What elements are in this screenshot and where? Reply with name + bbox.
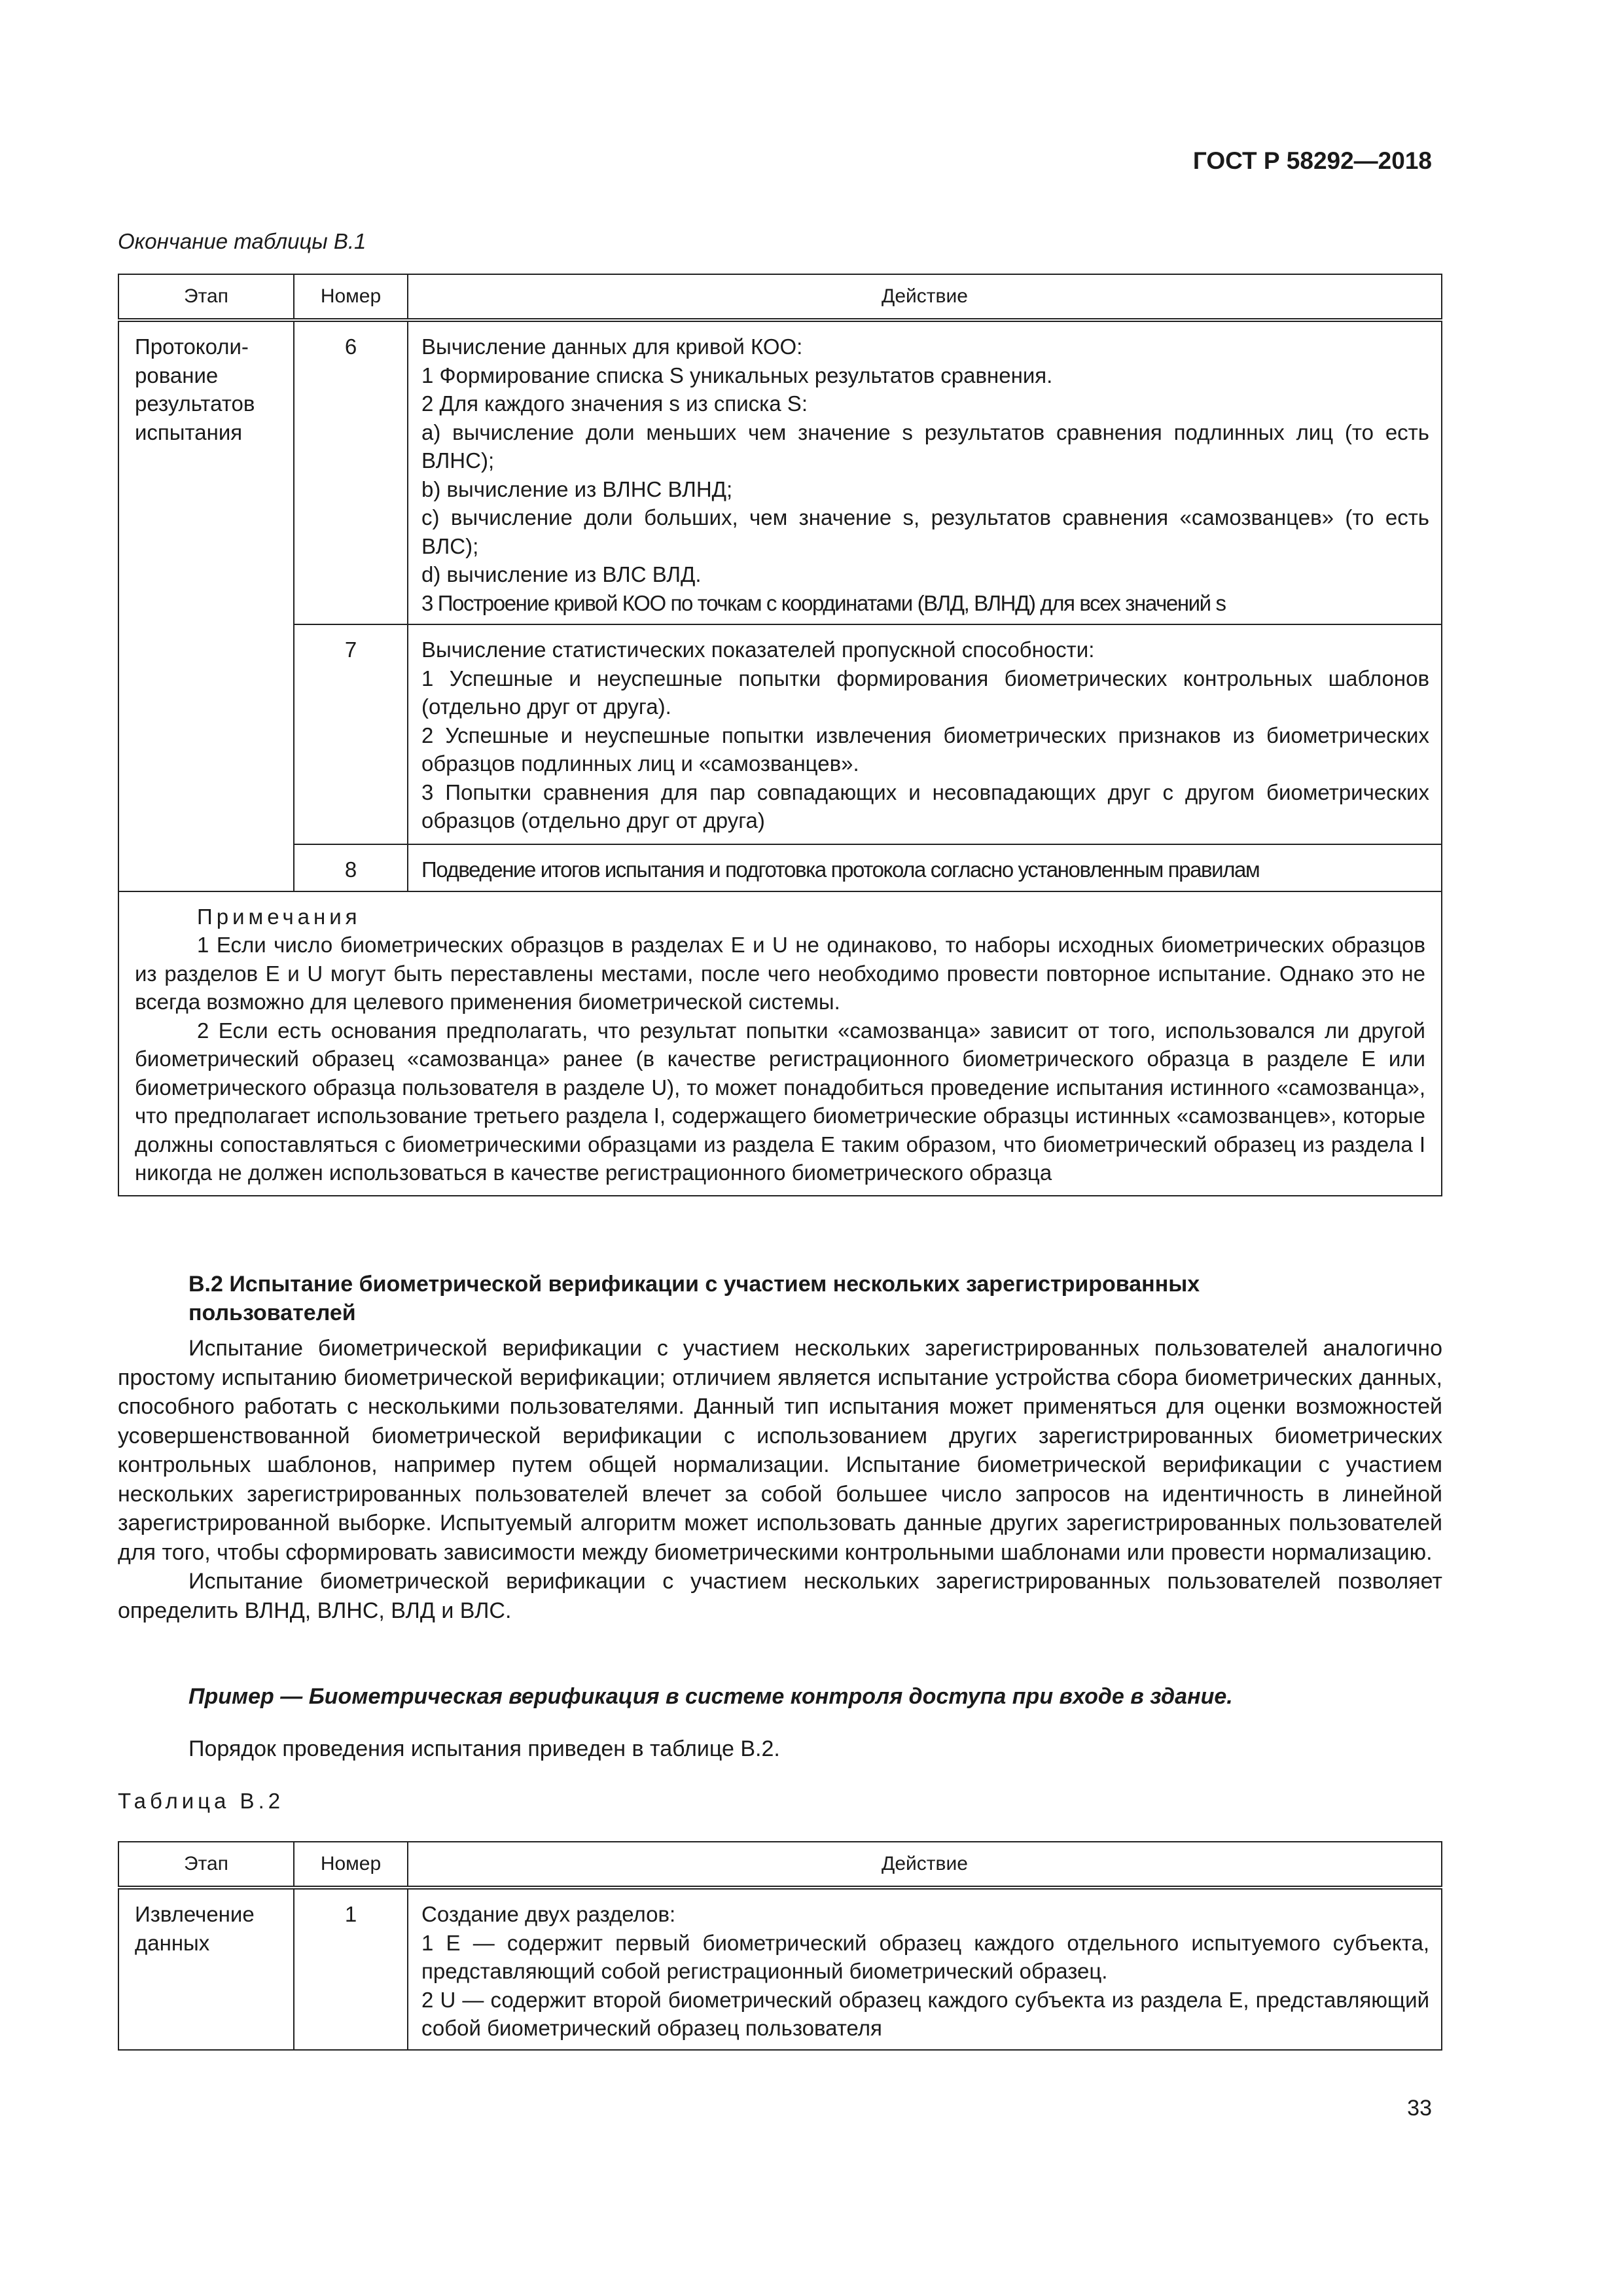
action-line: c) вычисление доли больших, чем значение s, результатов сравнения «самозванцев» (то есть ВЛС); (421, 505, 1429, 558)
action-line: Создание двух разделов: (421, 1902, 676, 1926)
example-text: Пример — Биометрическая верификация в системе контроля доступа при входе в здание. (188, 1684, 1233, 1709)
row-number-cell: 7 (294, 624, 408, 844)
action-cell (408, 1888, 1442, 2050)
column-header-action: Действие (408, 1842, 1442, 1888)
action-line: b) вычисление из ВЛНС ВЛНД; (421, 476, 733, 501)
column-header-number: Номер (294, 274, 408, 320)
column-header-number: Номер (294, 1842, 408, 1888)
action-cell (408, 624, 1442, 844)
stage-cell: Извлечение данных (118, 1888, 294, 2050)
document-code: ГОСТ Р 58292—2018 (1192, 147, 1432, 174)
action-line: 3 Построение кривой КОО по точкам с координатами (ВЛД, ВЛНД) для всех значений s (421, 590, 1226, 615)
table-row (118, 1888, 1442, 2050)
action-line: 2 U — содержит второй биометрический образец каждого субъекта из раздела E, представляющий собой биометрический образец пользователя (421, 1987, 1429, 2040)
page-number: 33 (1407, 2096, 1432, 2121)
notes-title: Примечания (197, 904, 361, 929)
table-header-row (118, 274, 1442, 320)
action-line: Вычисление статистических показателей пропускной способности: (421, 637, 1095, 662)
section-body (118, 1334, 1442, 1625)
order-text: Порядок проведения испытания приведен в таблице В.2. (188, 1736, 780, 1761)
action-line: 2 Для каждого значения s из списка S: (421, 391, 808, 416)
row-number-cell: 1 (294, 1888, 408, 2050)
table-2 (118, 1841, 1442, 2051)
row-number-cell: 6 (294, 320, 408, 624)
note-paragraph: 2 Если есть основания предполагать, что результат попытки «самозванца» зависит от того, использовался ли другой биометрический образец «самозванца» ранее (в качестве регистрационного биометрического образца в разделе E или биометрического образца пользователя в разделе U), то может понадобиться проведение испытания истинного «самозванца», что предполагает использование третьего раздела I, содержащего биометрические образцы истинных «самозванцев», которые должны сопоставляться с биометрическими образцами из раздела E таким образом, что биометрический образец из раздела I никогда не должен использоваться в качестве регистрационного биометрического образца (135, 1018, 1425, 1185)
action-line: Подведение итогов испытания и подготовка протокола согласно установленным правилам (421, 857, 1260, 882)
action-line: a) вычисление доли меньших чем значение s результатов сравнения подлинных лиц (то есть ВЛНС); (421, 420, 1429, 473)
table-row (118, 320, 1442, 624)
action-line: 3 Попытки сравнения для пар совпадающих и несовпадающих друг с другом биометрических образцов (отдельно друг от друга) (421, 780, 1429, 833)
table-row (118, 844, 1442, 891)
column-header-action: Действие (408, 274, 1442, 320)
table-header-row (118, 1842, 1442, 1888)
action-line: Вычисление данных для кривой КОО: (421, 334, 803, 359)
body-paragraph: Испытание биометрической верификации с участием нескольких зарегистрированных пользователей позволяет определить ВЛНД, ВЛНС, ВЛД и ВЛС. (118, 1569, 1442, 1623)
notes-cell (118, 891, 1442, 1196)
table-2-caption: Таблица В.2 (118, 1789, 285, 1813)
action-cell (408, 844, 1442, 891)
row-number-cell: 8 (294, 844, 408, 891)
column-header-stage: Этап (118, 1842, 294, 1888)
action-line: d) вычисление из ВЛС ВЛД. (421, 562, 702, 586)
section-title: В.2 Испытание биометрической верификации с участием нескольких зарегистрированных пользователей (188, 1272, 1200, 1325)
action-line: 1 Успешные и неуспешные попытки формирования биометрических контрольных шаблонов (отдельно друг от друга). (421, 666, 1429, 719)
table-1 (118, 274, 1442, 1196)
body-paragraph: Испытание биометрической верификации с участием нескольких зарегистрированных пользователей аналогично простому испытанию биометрической верификации; отличием является испытание устройства сбора биометрических данных, способного работать с несколькими пользователями. Данный тип испытания может применяться для оценки возможностей усовершенствованной биометрической верификации с использованием других зарегистрированных биометрических контрольных шаблонов, например путем общей нормализации. Испытание биометрической верификации с участием нескольких зарегистрированных пользователей влечет за собой большее число запросов на идентичность в линейной зарегистрированной выборке. Испытуемый алгоритм может использовать данные других зарегистрированных пользователей для того, чтобы сформировать зависимости между биометрическими контрольными шаблонами или провести нормализацию. (118, 1336, 1442, 1565)
table-1-caption: Окончание таблицы В.1 (118, 229, 366, 253)
note-paragraph: 1 Если число биометрических образцов в разделах E и U не одинаково, то наборы исходных биометрических образцов из разделов E и U могут быть переставлены местами, после чего необходимо провести повторное испытание. Однако это не всегда возможно для целевого применения биометрической системы. (135, 933, 1425, 1014)
action-cell (408, 320, 1442, 624)
action-line: 1 Формирование списка S уникальных результатов сравнения. (421, 363, 1053, 387)
stage-cell: Протоколи- рование результатов испытания (118, 320, 294, 891)
table-row (118, 624, 1442, 844)
notes-row (118, 891, 1442, 1196)
action-line: 1 E — содержит первый биометрический образец каждого отдельного испытуемого субъекта, представляющий собой регистрационный биометрический образец. (421, 1930, 1429, 1983)
action-line: 2 Успешные и неуспешные попытки извлечения биометрических признаков из биометрических образцов подлинных лиц и «самозванцев». (421, 723, 1429, 776)
column-header-stage: Этап (118, 274, 294, 320)
